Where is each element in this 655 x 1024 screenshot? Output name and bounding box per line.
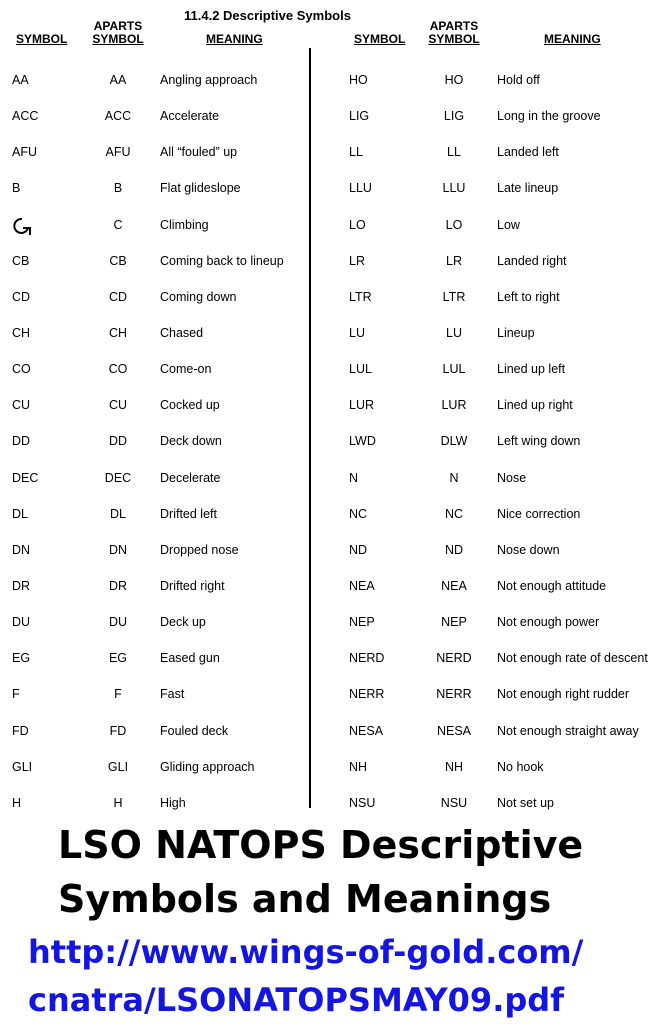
apart-symbol-cell: HO [444, 73, 464, 87]
apart-header-line1: APARTS [93, 19, 143, 33]
meaning-cell: Eased gun [160, 651, 220, 666]
symbol-cell: NEA [349, 578, 375, 593]
meaning-cell: Late lineup [497, 181, 559, 196]
apart-symbol-cell: CH [108, 325, 128, 340]
apart-symbol-cell: NH [444, 759, 464, 774]
table-row [0, 218, 308, 254]
meaning-header: MEANING [544, 32, 601, 46]
table-row [0, 651, 308, 687]
meaning-cell: Not enough straight away [497, 723, 639, 738]
table-row [312, 579, 655, 615]
symbol-cell: LU [349, 325, 365, 340]
apart-symbol-cell: NERD [436, 651, 472, 666]
meaning-cell: Gliding approach [160, 759, 255, 774]
apart-symbol-cell: LLU [442, 181, 466, 196]
meaning-cell: Not enough power [497, 615, 600, 630]
symbol-cell: CO [12, 362, 31, 377]
meaning-cell: Hold off [497, 73, 540, 87]
symbol-cell: CU [12, 398, 31, 413]
apart-symbol-cell: LR [446, 253, 462, 268]
right-rows [312, 73, 655, 832]
table-row [312, 615, 655, 651]
table-row [312, 398, 655, 434]
apart-symbol-cell: ACC [104, 109, 132, 124]
symbol-cell: CD [12, 289, 31, 304]
apart-symbol-cell: CD [108, 289, 128, 304]
symbol-cell: ND [349, 542, 368, 557]
table-row [0, 471, 308, 507]
apart-symbol-cell: LIG [443, 109, 465, 124]
table-row [0, 543, 308, 579]
symbol-cell: NEP [349, 615, 375, 630]
table-row [312, 362, 655, 398]
symbol-cell: LIG [349, 109, 370, 124]
table-row [0, 687, 308, 723]
symbol-cell: LWD [349, 434, 376, 449]
meaning-cell: Left to right [497, 289, 560, 304]
caption [58, 818, 583, 926]
table-row [312, 290, 655, 326]
table-row [312, 181, 655, 217]
table-row [0, 109, 308, 145]
apart-symbol-cell: LUL [442, 362, 466, 377]
table-row [312, 218, 655, 254]
apart-symbol-cell: DD [108, 434, 128, 449]
meaning-cell: Low [497, 217, 520, 232]
symbol-cell: LUR [349, 398, 375, 413]
apart-symbol-cell: DEC [104, 470, 132, 485]
symbol-cell: LL [349, 145, 363, 160]
symbol-header: SYMBOL [354, 32, 406, 46]
table-row [312, 109, 655, 145]
table-row [0, 507, 308, 543]
apart-header-line1: APARTS [429, 19, 479, 33]
meaning-cell: No hook [497, 759, 544, 774]
apart-symbol-cell: H [113, 795, 123, 810]
meaning-cell: Nose [497, 470, 527, 485]
symbol-cell: NH [349, 759, 368, 774]
meaning-cell: Lined up left [497, 362, 566, 377]
symbol-cell: NESA [349, 723, 384, 738]
meaning-cell: Chased [160, 325, 204, 340]
meaning-cell: Lineup [497, 325, 535, 340]
meaning-cell: Coming down [160, 289, 237, 304]
apart-symbol-cell: NEP [441, 615, 467, 630]
apart-symbol-cell: LU [446, 325, 462, 340]
meaning-cell: Climbing [160, 217, 209, 232]
symbol-cell: NERD [349, 651, 385, 666]
meaning-cell: Deck down [160, 434, 222, 449]
symbol-cell: DN [12, 542, 31, 557]
symbol-cell: HO [349, 73, 368, 87]
apart-symbol-cell: CB [109, 253, 127, 268]
symbol-cell: N [349, 470, 359, 485]
climbing-arrow-icon [10, 216, 32, 236]
meaning-cell: Landed left [497, 145, 559, 160]
symbol-cell: NC [349, 506, 368, 521]
apart-symbol-cell: N [449, 470, 459, 485]
table-row [312, 326, 655, 362]
meaning-cell: Not enough rate of descent [497, 651, 648, 666]
table-row [312, 254, 655, 290]
left-rows [0, 73, 308, 832]
table-row [312, 471, 655, 507]
symbol-cell: DEC [12, 470, 39, 485]
apart-symbol-cell: AA [109, 73, 127, 87]
apart-symbol-cell: NESA [436, 723, 472, 738]
meaning-cell: Lined up right [497, 398, 573, 413]
meaning-cell: Long in the groove [497, 109, 601, 124]
source-url-line1: http://www.wings-of-gold.com/ [28, 933, 584, 971]
apart-symbol-cell: DL [110, 506, 126, 521]
symbol-cell: LO [349, 217, 366, 232]
table-row [0, 181, 308, 217]
symbol-cell: CB [12, 253, 30, 268]
apart-symbol-cell: FD [109, 723, 127, 738]
table-row [312, 507, 655, 543]
symbol-cell: LTR [349, 289, 372, 304]
symbol-cell: ACC [12, 109, 39, 124]
caption-line2: Symbols and Meanings [58, 877, 552, 921]
symbol-cell: LUL [349, 362, 372, 377]
apart-symbol-cell: DU [108, 615, 128, 630]
meaning-cell: Fast [160, 687, 185, 702]
table-row [0, 760, 308, 796]
table-row [0, 290, 308, 326]
symbol-cell: DR [12, 578, 31, 593]
table-row [0, 434, 308, 470]
apart-symbol-cell: B [113, 181, 123, 196]
meaning-cell: Angling approach [160, 73, 258, 87]
symbol-cell: LR [349, 253, 365, 268]
table-row [0, 724, 308, 760]
apart-symbol-cell: DR [108, 578, 128, 593]
meaning-cell: Nice correction [497, 506, 581, 521]
apart-symbol-cell: ND [444, 542, 464, 557]
apart-symbol-cell: LUR [441, 398, 467, 413]
table-row [312, 434, 655, 470]
apart-symbol-cell: LL [447, 145, 461, 160]
meaning-cell: Drifted right [160, 578, 225, 593]
table-row [0, 326, 308, 362]
meaning-cell: Dropped nose [160, 542, 239, 557]
table-row [312, 73, 655, 109]
apart-symbol-cell: NERR [436, 687, 472, 702]
symbol-header: SYMBOL [16, 32, 68, 46]
table-row [312, 543, 655, 579]
table-row [312, 651, 655, 687]
symbol-cell: NSU [349, 795, 376, 810]
meaning-cell: Flat glideslope [160, 181, 241, 196]
table-row [0, 615, 308, 651]
source-url-line2: cnatra/LSONATOPSMAY09.pdf [28, 981, 565, 1019]
apart-symbol-cell: DLW [440, 434, 468, 449]
source-url [28, 928, 583, 1024]
apart-symbol-cell: LO [445, 217, 463, 232]
symbol-cell: AFU [12, 145, 37, 160]
table-row [312, 724, 655, 760]
apart-symbol-cell: CU [108, 398, 128, 413]
apart-symbol-header [88, 20, 148, 46]
apart-symbol-cell: NEA [441, 578, 467, 593]
symbol-cell: LLU [349, 181, 372, 196]
apart-symbol-cell: LTR [442, 289, 466, 304]
apart-symbol-cell: NC [444, 506, 464, 521]
table-row [312, 145, 655, 181]
table-row [312, 760, 655, 796]
table-row [0, 362, 308, 398]
meaning-cell: Accelerate [160, 109, 220, 124]
caption-line1: LSO NATOPS Descriptive [58, 823, 584, 867]
symbol-cell: FD [12, 723, 29, 738]
meaning-cell: Not enough attitude [497, 578, 607, 593]
meaning-cell: Drifted left [160, 506, 217, 521]
symbol-cell: NERR [349, 687, 385, 702]
meaning-cell: Come-on [160, 362, 212, 377]
apart-symbol-cell: GLI [107, 759, 129, 774]
meaning-cell: Nose down [497, 542, 560, 557]
table-row [312, 687, 655, 723]
apart-header-line2: SYMBOL [92, 32, 144, 46]
meaning-cell: Landed right [497, 253, 567, 268]
meaning-cell: Cocked up [160, 398, 220, 413]
meaning-cell: Not enough right rudder [497, 687, 630, 702]
meaning-header: MEANING [206, 32, 263, 46]
meaning-cell: Coming back to lineup [160, 253, 284, 268]
apart-symbol-cell: NSU [440, 795, 468, 810]
apart-symbol-cell: F [114, 687, 122, 702]
symbol-cell: EG [12, 651, 31, 666]
table-row [0, 398, 308, 434]
apart-symbol-cell: AFU [105, 145, 131, 160]
table-row [0, 145, 308, 181]
apart-header-line2: SYMBOL [428, 32, 480, 46]
symbol-cell: DL [12, 506, 28, 521]
symbol-cell: H [12, 795, 22, 810]
symbol-cell: B [12, 181, 21, 196]
symbol-cell: F [12, 687, 20, 702]
meaning-cell: Not set up [497, 795, 554, 810]
column-divider [309, 48, 311, 808]
meaning-cell: Left wing down [497, 434, 581, 449]
table-row [0, 73, 308, 109]
symbol-cell: AA [12, 73, 29, 87]
symbol-cell: GLI [12, 759, 33, 774]
symbol-cell: DD [12, 434, 31, 449]
apart-symbol-header [424, 20, 484, 46]
meaning-cell: Decelerate [160, 470, 221, 485]
symbol-cell: CH [12, 325, 31, 340]
apart-symbol-cell: DN [108, 542, 128, 557]
meaning-cell: All “fouled” up [160, 145, 238, 160]
table-row [0, 579, 308, 615]
meaning-cell: High [160, 795, 186, 810]
apart-symbol-cell: CO [108, 362, 128, 377]
meaning-cell: Fouled deck [160, 723, 229, 738]
apart-symbol-cell: C [113, 217, 123, 232]
meaning-cell: Deck up [160, 615, 206, 630]
symbol-cell: DU [12, 615, 31, 630]
apart-symbol-cell: EG [108, 651, 128, 666]
table-row [0, 254, 308, 290]
section-title: 11.4.2 Descriptive Symbols [184, 8, 351, 23]
